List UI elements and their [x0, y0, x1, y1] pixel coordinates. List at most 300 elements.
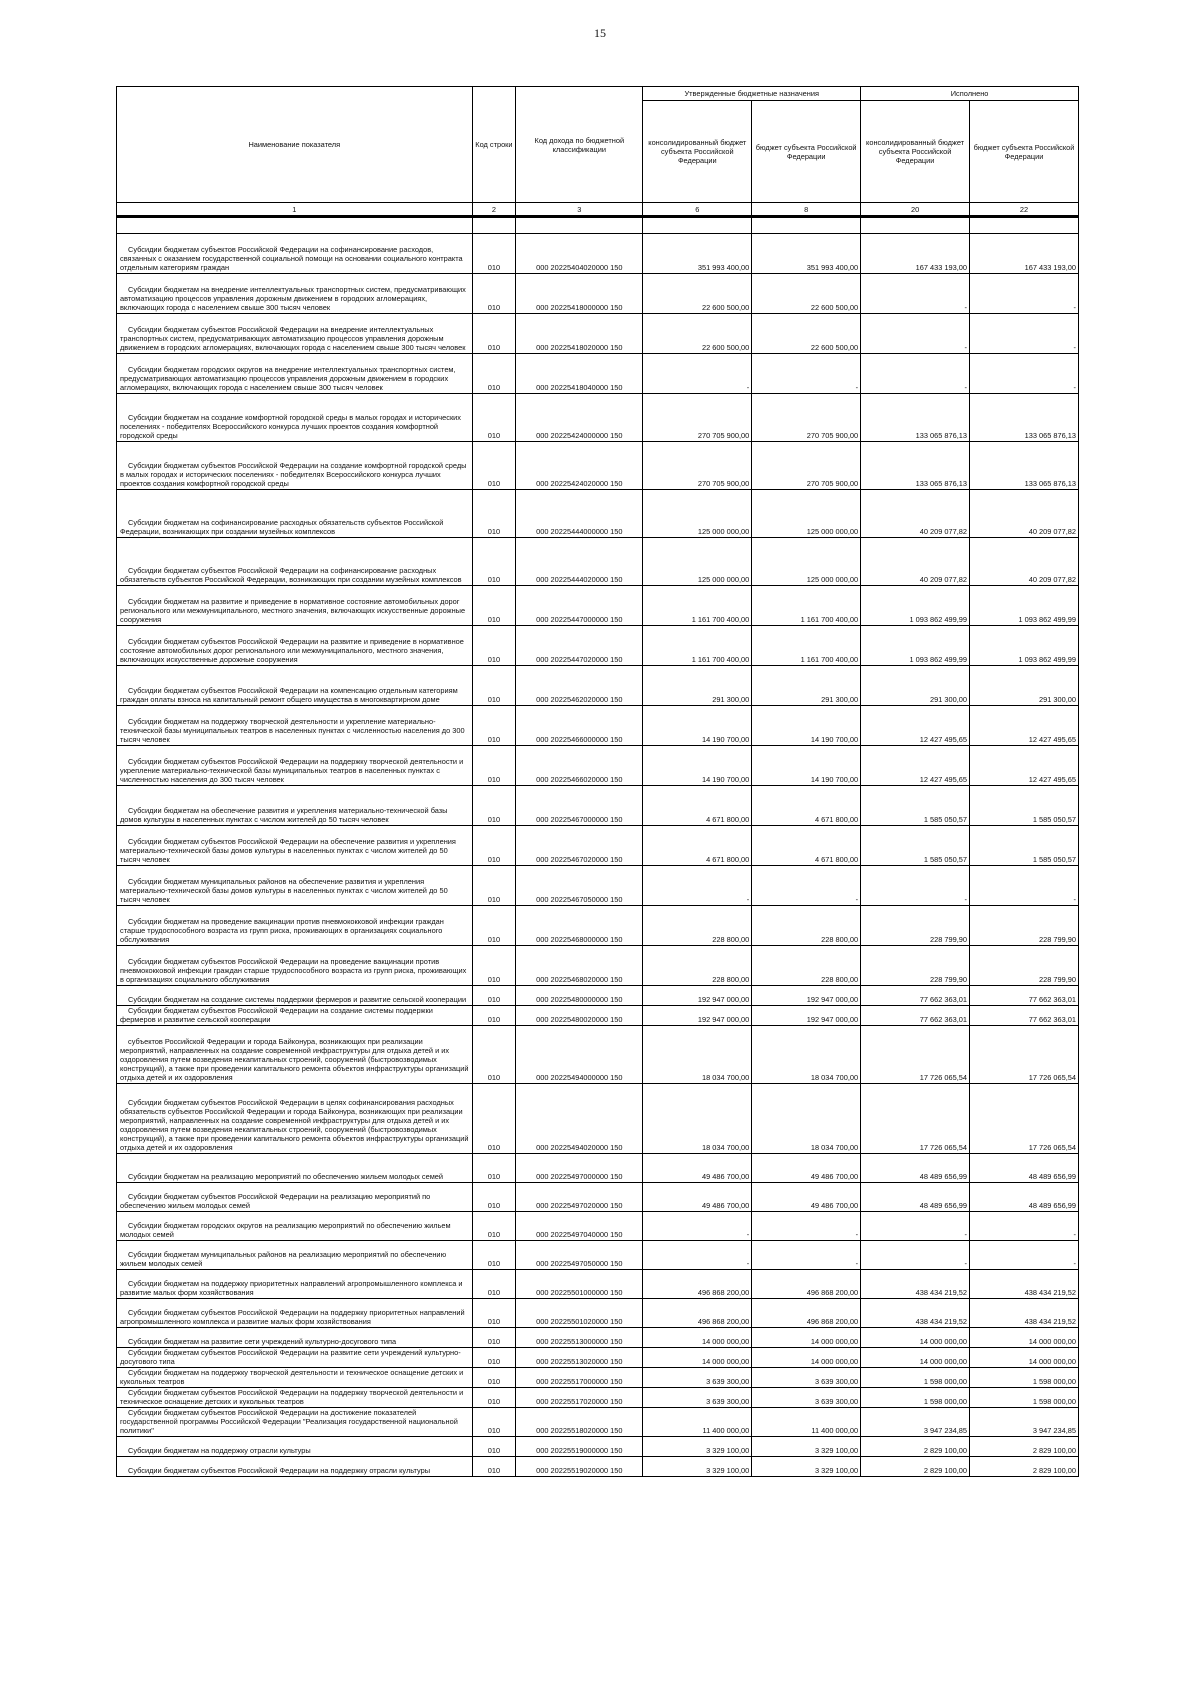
indicator-name-text: Субсидии бюджетам субъектов Российской Федерации на внедрение интеллектуальных транспортных систем, предусматривающих автоматизацию процессов управления дорожным движением в городских агломерациях, включающих города с населением свыше 300 тысяч человек	[120, 325, 466, 352]
budget-class-code: 000 20225418040000 150	[516, 354, 643, 394]
indicator-name	[117, 274, 473, 314]
indicator-name-text: Субсидии бюджетам муниципальных районов на обеспечение развития и укрепления материально-технической базы домов культуры в населенных пунктах с числом жителей до 50 тысяч человек	[120, 877, 448, 904]
table-row	[117, 1183, 1079, 1212]
row-code: 010	[472, 274, 516, 314]
approved-consolidated: 125 000 000,00	[643, 538, 752, 586]
budget-class-code: 000 20225424020000 150	[516, 442, 643, 490]
executed-subject: 133 065 876,13	[970, 442, 1079, 490]
approved-subject: 3 329 100,00	[752, 1457, 861, 1477]
row-code: 010	[472, 234, 516, 274]
row-code: 010	[472, 1368, 516, 1388]
budget-class-code: 000 20225468000000 150	[516, 906, 643, 946]
approved-consolidated: 11 400 000,00	[643, 1408, 752, 1437]
executed-subject: 40 209 077,82	[970, 490, 1079, 538]
indicator-name	[117, 394, 473, 442]
budget-class-code: 000 20225497050000 150	[516, 1241, 643, 1270]
executed-subject: 1 585 050,57	[970, 786, 1079, 826]
header-kbk: Код дохода по бюджетной классификации	[516, 87, 643, 203]
row-code: 010	[472, 1084, 516, 1154]
table-row	[117, 786, 1079, 826]
executed-subject: 77 662 363,01	[970, 1006, 1079, 1026]
executed-consolidated: 17 726 065,54	[861, 1084, 970, 1154]
executed-subject: 1 093 862 499,99	[970, 586, 1079, 626]
indicator-name-text: Субсидии бюджетам на поддержку приоритетных направлений агропромышленного комплекса и развитие малых форм хозяйствования	[120, 1279, 463, 1297]
table-row	[117, 626, 1079, 666]
table-row	[117, 1006, 1079, 1026]
colnum-1: 1	[117, 203, 473, 217]
indicator-name-text: Субсидии бюджетам на проведение вакцинации против пневмококковой инфекции граждан старше трудоспособного возраста из групп риска, проживающих в организациях социального обслуживания	[120, 917, 444, 944]
indicator-name-text: Субсидии бюджетам городских округов на реализацию мероприятий по обеспечению жильем молодых семей	[120, 1221, 451, 1239]
approved-subject: 125 000 000,00	[752, 538, 861, 586]
approved-subject: 291 300,00	[752, 666, 861, 706]
approved-consolidated: 4 671 800,00	[643, 786, 752, 826]
budget-class-code: 000 20225462020000 150	[516, 666, 643, 706]
executed-consolidated: 40 209 077,82	[861, 490, 970, 538]
executed-consolidated: -	[861, 866, 970, 906]
row-code: 010	[472, 394, 516, 442]
header-name: Наименование показателя	[117, 87, 473, 203]
executed-subject: 167 433 193,00	[970, 234, 1079, 274]
budget-class-code: 000 20225517020000 150	[516, 1388, 643, 1408]
approved-consolidated: 14 190 700,00	[643, 746, 752, 786]
table-row	[117, 1084, 1079, 1154]
executed-consolidated: 133 065 876,13	[861, 442, 970, 490]
indicator-name-text: Субсидии бюджетам субъектов Российской Федерации на софинансирование расходных обязательств субъектов Российской Федерации, возникающих при создании музейных комплексов	[120, 566, 462, 584]
indicator-name-text: Субсидии бюджетам субъектов Российской Федерации на развитие и приведение в нормативное состояние автомобильных дорог регионального или межмуниципального, местного значения, включающих искусственные дорожные сооружения	[120, 637, 464, 664]
budget-class-code: 000 20225497000000 150	[516, 1154, 643, 1183]
approved-consolidated: 49 486 700,00	[643, 1183, 752, 1212]
header-code: Код строки	[472, 87, 516, 203]
approved-subject: 14 000 000,00	[752, 1328, 861, 1348]
row-code: 010	[472, 946, 516, 986]
approved-subject: 270 705 900,00	[752, 394, 861, 442]
executed-consolidated: 3 947 234,85	[861, 1408, 970, 1437]
table-row	[117, 1154, 1079, 1183]
indicator-name	[117, 538, 473, 586]
approved-subject: 4 671 800,00	[752, 786, 861, 826]
approved-subject: 228 800,00	[752, 906, 861, 946]
executed-subject: 133 065 876,13	[970, 394, 1079, 442]
approved-subject: 496 868 200,00	[752, 1270, 861, 1299]
approved-consolidated: 18 034 700,00	[643, 1026, 752, 1084]
approved-subject: 14 000 000,00	[752, 1348, 861, 1368]
header-col-6: консолидированный бюджет субъекта Российской Федерации	[643, 101, 752, 203]
indicator-name	[117, 234, 473, 274]
table-row	[117, 586, 1079, 626]
approved-consolidated: 1 161 700 400,00	[643, 586, 752, 626]
executed-subject: 48 489 656,99	[970, 1183, 1079, 1212]
indicator-name-text: Субсидии бюджетам на обеспечение развития и укрепления материально-технической базы домов культуры в населенных пунктах с числом жителей до 50 тысяч человек	[120, 806, 448, 824]
table-row	[117, 274, 1079, 314]
executed-subject: 3 947 234,85	[970, 1408, 1079, 1437]
executed-subject: -	[970, 1241, 1079, 1270]
approved-consolidated: 3 639 300,00	[643, 1388, 752, 1408]
column-number-row	[117, 203, 1079, 217]
approved-subject: -	[752, 1212, 861, 1241]
executed-consolidated: -	[861, 1212, 970, 1241]
budget-class-code: 000 20225466000000 150	[516, 706, 643, 746]
row-code: 010	[472, 706, 516, 746]
executed-subject: 17 726 065,54	[970, 1084, 1079, 1154]
executed-subject: -	[970, 1212, 1079, 1241]
indicator-name-text: Субсидии бюджетам субъектов Российской Федерации на поддержку творческой деятельности и укрепление материально-технической базы муниципальных театров в населенных пунктах с численностью населения до 300 тысяч человек	[120, 757, 464, 784]
executed-subject: 77 662 363,01	[970, 986, 1079, 1006]
budget-class-code: 000 20225519020000 150	[516, 1457, 643, 1477]
row-code: 010	[472, 1299, 516, 1328]
approved-consolidated: 14 000 000,00	[643, 1328, 752, 1348]
table-row	[117, 1348, 1079, 1368]
approved-subject: -	[752, 1241, 861, 1270]
executed-subject: 1 093 862 499,99	[970, 626, 1079, 666]
budget-class-code: 000 20225444020000 150	[516, 538, 643, 586]
indicator-name-text: Субсидии бюджетам на поддержку отрасли культуры	[128, 1446, 311, 1455]
executed-consolidated: -	[861, 274, 970, 314]
approved-subject: 125 000 000,00	[752, 490, 861, 538]
approved-subject: 49 486 700,00	[752, 1183, 861, 1212]
indicator-name-text: Субсидии бюджетам городских округов на внедрение интеллектуальных транспортных систем, предусматривающих автоматизацию процессов управления дорожным движением в городских агломерациях, включающих города с населением свыше 300 тысяч человек	[120, 365, 456, 392]
indicator-name-text: Субсидии бюджетам субъектов Российской Федерации на софинансирование расходов, связанных с оказанием государственной социальной помощи на основании социального контракта отдельным категориям граждан	[120, 245, 463, 272]
table-row	[117, 706, 1079, 746]
budget-class-code: 000 20225497020000 150	[516, 1183, 643, 1212]
executed-consolidated: 438 434 219,52	[861, 1299, 970, 1328]
row-code: 010	[472, 1270, 516, 1299]
row-code: 010	[472, 586, 516, 626]
approved-subject: 1 161 700 400,00	[752, 626, 861, 666]
approved-consolidated: -	[643, 354, 752, 394]
row-code: 010	[472, 1457, 516, 1477]
budget-table	[116, 86, 1079, 1477]
executed-subject: 14 000 000,00	[970, 1348, 1079, 1368]
table-row	[117, 354, 1079, 394]
approved-consolidated: 192 947 000,00	[643, 1006, 752, 1026]
approved-subject: 11 400 000,00	[752, 1408, 861, 1437]
budget-class-code: 000 20225467000000 150	[516, 786, 643, 826]
approved-subject: 22 600 500,00	[752, 314, 861, 354]
indicator-name	[117, 1006, 473, 1026]
colnum-8: 8	[752, 203, 861, 217]
indicator-name-text: Субсидии бюджетам субъектов Российской Федерации в целях софинансирования расходных обязательств субъектов Российской Федерации и города Байконура, возникающих при реализации мероприятий, направленных на создание современной инфраструктуры для отдыха детей и их оздоровления путем возведения некапитальных строений, сооружений (быстровозводимых конструкций), а также при проведении капитального ремонта объектов инфраструктуры организаций отдыха детей и их оздоровления	[120, 1098, 469, 1152]
executed-consolidated: 17 726 065,54	[861, 1026, 970, 1084]
row-code: 010	[472, 1183, 516, 1212]
indicator-name	[117, 586, 473, 626]
executed-consolidated: 1 585 050,57	[861, 786, 970, 826]
table-row	[117, 986, 1079, 1006]
indicator-name	[117, 786, 473, 826]
indicator-name-text: Субсидии бюджетам на создание комфортной городской среды в малых городах и исторических поселениях - победителях Всероссийского конкурса лучших проектов создания комфортной городской среды	[120, 413, 462, 440]
approved-consolidated: 228 800,00	[643, 906, 752, 946]
spacer-row	[117, 217, 1079, 234]
budget-class-code: 000 20225519000000 150	[516, 1437, 643, 1457]
executed-consolidated: 438 434 219,52	[861, 1270, 970, 1299]
budget-class-code: 000 20225418020000 150	[516, 314, 643, 354]
executed-consolidated: 291 300,00	[861, 666, 970, 706]
approved-subject: 14 190 700,00	[752, 706, 861, 746]
budget-class-code: 000 20225444000000 150	[516, 490, 643, 538]
indicator-name-text: Субсидии бюджетам субъектов Российской Федерации на создание системы поддержки фермеров и развитие сельской кооперации	[120, 1006, 433, 1024]
executed-consolidated: 12 427 495,65	[861, 746, 970, 786]
row-code: 010	[472, 538, 516, 586]
approved-subject: 3 329 100,00	[752, 1437, 861, 1457]
row-code: 010	[472, 1388, 516, 1408]
indicator-name	[117, 866, 473, 906]
indicator-name	[117, 1348, 473, 1368]
budget-class-code: 000 20225468020000 150	[516, 946, 643, 986]
approved-consolidated: 125 000 000,00	[643, 490, 752, 538]
table-row	[117, 1328, 1079, 1348]
approved-consolidated: 270 705 900,00	[643, 442, 752, 490]
approved-consolidated: 270 705 900,00	[643, 394, 752, 442]
approved-consolidated: 4 671 800,00	[643, 826, 752, 866]
executed-subject: 12 427 495,65	[970, 746, 1079, 786]
budget-class-code: 000 20225501020000 150	[516, 1299, 643, 1328]
table-row	[117, 666, 1079, 706]
indicator-name-text: Субсидии бюджетам субъектов Российской Федерации на реализацию мероприятий по обеспечению жильем молодых семей	[120, 1192, 431, 1210]
indicator-name-text: Субсидии бюджетам субъектов Российской Федерации на проведение вакцинации против пневмококковой инфекции граждан старше трудоспособного возраста из групп риска, проживающих в организациях социального обслуживания	[120, 957, 467, 984]
executed-consolidated: 77 662 363,01	[861, 1006, 970, 1026]
indicator-name-text: Субсидии бюджетам субъектов Российской Федерации на достижение показателей государственной программы Российской Федерации "Реализация государственной национальной политики"	[120, 1408, 458, 1435]
indicator-name	[117, 354, 473, 394]
approved-consolidated: 3 639 300,00	[643, 1368, 752, 1388]
executed-consolidated: 2 829 100,00	[861, 1457, 970, 1477]
header-group-approved: Утвержденные бюджетные назначения	[643, 87, 861, 101]
row-code: 010	[472, 666, 516, 706]
table-row	[117, 866, 1079, 906]
row-code: 010	[472, 314, 516, 354]
indicator-name-text: Субсидии бюджетам на развитие и приведение в нормативное состояние автомобильных дорог регионального или межмуниципального, местного значения, включающих искусственные дорожные сооружения	[120, 597, 466, 624]
budget-class-code: 000 20225447000000 150	[516, 586, 643, 626]
executed-consolidated: 1 598 000,00	[861, 1368, 970, 1388]
indicator-name-text: Субсидии бюджетам субъектов Российской Федерации на развитие сети учреждений культурно-досугового типа	[120, 1348, 461, 1366]
budget-class-code: 000 20225518020000 150	[516, 1408, 643, 1437]
indicator-name-text: Субсидии бюджетам на реализацию мероприятий по обеспечению жильем молодых семей	[128, 1172, 444, 1181]
indicator-name-text: Субсидии бюджетам субъектов Российской Федерации на поддержку приоритетных направлений агропромышленного комплекса и развитие малых форм хозяйствования	[120, 1308, 465, 1326]
executed-subject: -	[970, 314, 1079, 354]
table-row	[117, 394, 1079, 442]
budget-class-code: 000 20225494000000 150	[516, 1026, 643, 1084]
budget-class-code: 000 20225501000000 150	[516, 1270, 643, 1299]
indicator-name	[117, 1183, 473, 1212]
indicator-name-text: Субсидии бюджетам субъектов Российской Федерации на поддержку творческой деятельности и техническое оснащение детских и кукольных театров	[120, 1388, 464, 1406]
page-number: 15	[594, 26, 606, 40]
indicator-name-text: Субсидии бюджетам субъектов Российской Федерации на поддержку отрасли культуры	[128, 1466, 431, 1475]
table-row	[117, 826, 1079, 866]
approved-subject: 192 947 000,00	[752, 1006, 861, 1026]
executed-subject: 228 799,90	[970, 946, 1079, 986]
indicator-name	[117, 1437, 473, 1457]
table-row	[117, 538, 1079, 586]
executed-consolidated: 228 799,90	[861, 906, 970, 946]
colnum-20: 20	[861, 203, 970, 217]
indicator-name	[117, 1212, 473, 1241]
row-code: 010	[472, 1026, 516, 1084]
budget-class-code: 000 20225467020000 150	[516, 826, 643, 866]
indicator-name	[117, 906, 473, 946]
table-row	[117, 1457, 1079, 1477]
budget-class-code: 000 20225418000000 150	[516, 274, 643, 314]
indicator-name-text: Субсидии бюджетам муниципальных районов на реализацию мероприятий по обеспечению жильем молодых семей	[120, 1250, 447, 1268]
budget-class-code: 000 20225480000000 150	[516, 986, 643, 1006]
approved-consolidated: 14 000 000,00	[643, 1348, 752, 1368]
table-row	[117, 1368, 1079, 1388]
executed-subject: 438 434 219,52	[970, 1270, 1079, 1299]
indicator-name	[117, 746, 473, 786]
table-row	[117, 1408, 1079, 1437]
indicator-name	[117, 626, 473, 666]
row-code: 010	[472, 1328, 516, 1348]
indicator-name	[117, 490, 473, 538]
table-row	[117, 1437, 1079, 1457]
budget-class-code: 000 20225494020000 150	[516, 1084, 643, 1154]
indicator-name	[117, 1388, 473, 1408]
approved-consolidated: 3 329 100,00	[643, 1457, 752, 1477]
executed-consolidated: 48 489 656,99	[861, 1183, 970, 1212]
table-row	[117, 490, 1079, 538]
indicator-name	[117, 1299, 473, 1328]
approved-consolidated: 49 486 700,00	[643, 1154, 752, 1183]
table-row	[117, 946, 1079, 986]
approved-subject: 192 947 000,00	[752, 986, 861, 1006]
row-code: 010	[472, 906, 516, 946]
table-row	[117, 442, 1079, 490]
budget-class-code: 000 20225517000000 150	[516, 1368, 643, 1388]
row-code: 010	[472, 1006, 516, 1026]
executed-subject: 1 598 000,00	[970, 1368, 1079, 1388]
approved-subject: 22 600 500,00	[752, 274, 861, 314]
executed-subject: -	[970, 274, 1079, 314]
table-row	[117, 1026, 1079, 1084]
executed-subject: -	[970, 354, 1079, 394]
executed-subject: 17 726 065,54	[970, 1026, 1079, 1084]
row-code: 010	[472, 746, 516, 786]
executed-subject: 40 209 077,82	[970, 538, 1079, 586]
row-code: 010	[472, 986, 516, 1006]
indicator-name	[117, 1328, 473, 1348]
approved-consolidated: 351 993 400,00	[643, 234, 752, 274]
executed-consolidated: 167 433 193,00	[861, 234, 970, 274]
executed-subject: 291 300,00	[970, 666, 1079, 706]
approved-subject: 270 705 900,00	[752, 442, 861, 490]
table-row	[117, 906, 1079, 946]
indicator-name-text: Субсидии бюджетам на поддержку творческой деятельности и техническое оснащение детских и кукольных театров	[120, 1368, 464, 1386]
header-col-22: бюджет субъекта Российской Федерации	[970, 101, 1079, 203]
executed-consolidated: 48 489 656,99	[861, 1154, 970, 1183]
row-code: 010	[472, 490, 516, 538]
approved-consolidated: 22 600 500,00	[643, 274, 752, 314]
indicator-name	[117, 314, 473, 354]
colnum-3: 3	[516, 203, 643, 217]
approved-subject: -	[752, 866, 861, 906]
table-row	[117, 1241, 1079, 1270]
executed-consolidated: 12 427 495,65	[861, 706, 970, 746]
indicator-name-text: Субсидии бюджетам на развитие сети учреждений культурно-досугового типа	[128, 1337, 397, 1346]
indicator-name	[117, 1084, 473, 1154]
indicator-name	[117, 1270, 473, 1299]
approved-consolidated: 496 868 200,00	[643, 1270, 752, 1299]
executed-consolidated: 14 000 000,00	[861, 1348, 970, 1368]
executed-consolidated: 77 662 363,01	[861, 986, 970, 1006]
indicator-name	[117, 1457, 473, 1477]
budget-class-code: 000 20225467050000 150	[516, 866, 643, 906]
approved-subject: 49 486 700,00	[752, 1154, 861, 1183]
indicator-name-text: Субсидии бюджетам субъектов Российской Федерации на компенсацию отдельным категориям граждан оплаты взноса на капитальный ремонт общего имущества в многоквартирном доме	[120, 686, 458, 704]
indicator-name	[117, 666, 473, 706]
budget-class-code: 000 20225404020000 150	[516, 234, 643, 274]
executed-consolidated: -	[861, 354, 970, 394]
approved-subject: 18 034 700,00	[752, 1026, 861, 1084]
table-row	[117, 234, 1079, 274]
approved-subject: 18 034 700,00	[752, 1084, 861, 1154]
approved-consolidated: 496 868 200,00	[643, 1299, 752, 1328]
budget-class-code: 000 20225513020000 150	[516, 1348, 643, 1368]
budget-class-code: 000 20225497040000 150	[516, 1212, 643, 1241]
header-group-row	[117, 87, 1079, 101]
approved-subject: 1 161 700 400,00	[752, 586, 861, 626]
row-code: 010	[472, 1348, 516, 1368]
indicator-name	[117, 1154, 473, 1183]
budget-class-code: 000 20225447020000 150	[516, 626, 643, 666]
colnum-2: 2	[472, 203, 516, 217]
executed-consolidated: 1 585 050,57	[861, 826, 970, 866]
approved-subject: 228 800,00	[752, 946, 861, 986]
approved-subject: 4 671 800,00	[752, 826, 861, 866]
table-row	[117, 1270, 1079, 1299]
approved-subject: 3 639 300,00	[752, 1368, 861, 1388]
approved-subject: -	[752, 354, 861, 394]
table-row	[117, 1388, 1079, 1408]
approved-subject: 3 639 300,00	[752, 1388, 861, 1408]
row-code: 010	[472, 786, 516, 826]
row-code: 010	[472, 626, 516, 666]
indicator-name	[117, 1408, 473, 1437]
executed-consolidated: 133 065 876,13	[861, 394, 970, 442]
indicator-name	[117, 442, 473, 490]
executed-subject: 2 829 100,00	[970, 1457, 1079, 1477]
row-code: 010	[472, 1241, 516, 1270]
approved-consolidated: 291 300,00	[643, 666, 752, 706]
budget-class-code: 000 20225480020000 150	[516, 1006, 643, 1026]
indicator-name	[117, 826, 473, 866]
table-row	[117, 314, 1079, 354]
budget-class-code: 000 20225424000000 150	[516, 394, 643, 442]
colnum-22: 22	[970, 203, 1079, 217]
indicator-name-text: Субсидии бюджетам на софинансирование расходных обязательств субъектов Российской Федерации, возникающих при создании музейных комплексов	[120, 518, 444, 536]
approved-consolidated: 228 800,00	[643, 946, 752, 986]
executed-consolidated: 2 829 100,00	[861, 1437, 970, 1457]
executed-subject: 1 585 050,57	[970, 826, 1079, 866]
indicator-name-text: Субсидии бюджетам на создание системы поддержки фермеров и развитие сельской кооперации	[128, 995, 467, 1004]
indicator-name	[117, 946, 473, 986]
indicator-name-text: субъектов Российской Федерации и города Байконура, возникающих при реализации мероприятий, направленных на создание современной инфраструктуры для отдыха детей и их оздоровления путем возведения некапитальных строений, сооружений (быстровозводимых конструкций), а также при проведении капитального ремонта объектов инфраструктуры организаций отдыха детей и их оздоровления	[120, 1037, 469, 1082]
row-code: 010	[472, 1437, 516, 1457]
indicator-name-text: Субсидии бюджетам на внедрение интеллектуальных транспортных систем, предусматривающих автоматизацию процессов управления дорожным движением в городских агломерациях, включающих города с населением свыше 300 тысяч человек	[120, 285, 466, 312]
colnum-6: 6	[643, 203, 752, 217]
approved-consolidated: 22 600 500,00	[643, 314, 752, 354]
approved-subject: 351 993 400,00	[752, 234, 861, 274]
row-code: 010	[472, 1154, 516, 1183]
indicator-name	[117, 1368, 473, 1388]
indicator-name-text: Субсидии бюджетам субъектов Российской Федерации на обеспечение развития и укрепления материально-технической базы домов культуры в населенных пунктах с числом жителей до 50 тысяч человек	[120, 837, 456, 864]
executed-subject: 14 000 000,00	[970, 1328, 1079, 1348]
approved-subject: 496 868 200,00	[752, 1299, 861, 1328]
approved-subject: 14 190 700,00	[752, 746, 861, 786]
executed-subject: -	[970, 866, 1079, 906]
row-code: 010	[472, 1212, 516, 1241]
executed-consolidated: 1 093 862 499,99	[861, 586, 970, 626]
executed-consolidated: 14 000 000,00	[861, 1328, 970, 1348]
table-row	[117, 1212, 1079, 1241]
indicator-name	[117, 706, 473, 746]
indicator-name-text: Субсидии бюджетам субъектов Российской Федерации на создание комфортной городской среды в малых городах и исторических поселениях - победителях Всероссийского конкурса лучших проектов создания комфортной городской среды	[120, 461, 467, 488]
